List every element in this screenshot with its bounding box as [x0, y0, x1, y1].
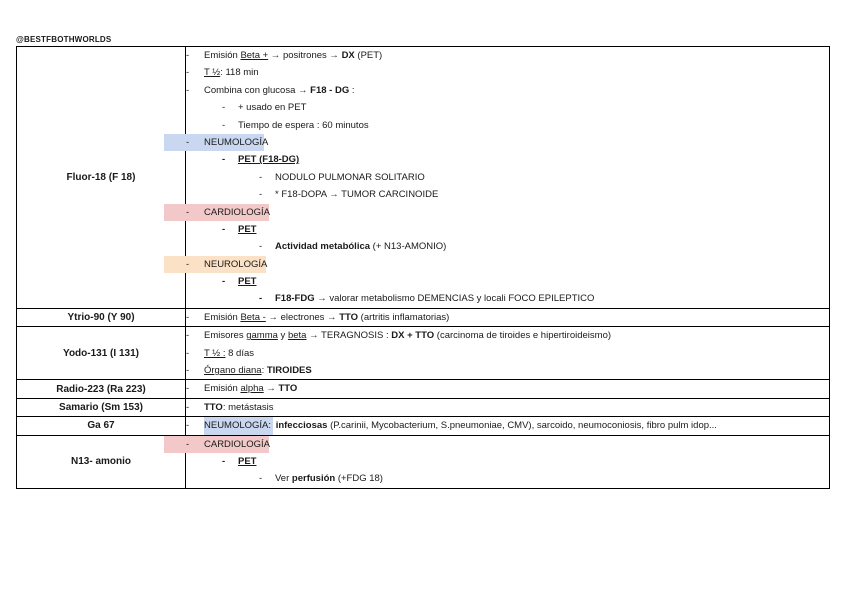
isotope-name: N13- amonio: [17, 435, 186, 488]
list-item: - Órgano diana: TIROIDES: [186, 365, 312, 377]
list-item: - Emisión alpha → TTO: [186, 383, 298, 395]
isotope-name: Radio-223 (Ra 223): [17, 380, 186, 398]
list-item: - NODULO PULMONAR SOLITARIO: [259, 171, 425, 183]
table-row: [17, 327, 830, 380]
list-item: - T ½ : 8 días: [186, 347, 255, 359]
list-item: - TTO: metástasis: [186, 401, 274, 413]
isotope-details: [186, 327, 830, 380]
isotope-details: [186, 435, 830, 488]
isotope-details: [186, 398, 830, 416]
table-row: [17, 417, 830, 435]
list-item: - Ver perfusión (+FDG 18): [259, 473, 383, 485]
isotope-name: Samario (Sm 153): [17, 398, 186, 416]
table-row: [17, 380, 830, 398]
section-cardiologia: - CARDIOLOGÍA: [164, 204, 269, 221]
list-item: - PET: [222, 455, 257, 467]
isotope-details: [186, 308, 830, 326]
radioisotope-table: [16, 46, 830, 489]
isotope-details: [186, 417, 830, 435]
list-item: - Emisión Beta - → electrones → TTO (artritis inflamatorias): [186, 311, 450, 323]
table-row: [17, 47, 830, 309]
isotope-details: [186, 47, 830, 309]
section-cardiologia: - CARDIOLOGÍA: [164, 436, 269, 453]
section-neumologia: - NEUMOLOGÍA: [164, 134, 264, 151]
list-item: - PET: [222, 223, 257, 235]
isotope-name: Yodo-131 (I 131): [17, 327, 186, 380]
table-row: [17, 435, 830, 488]
table-row: [17, 308, 830, 326]
list-item: - PET: [222, 276, 257, 288]
list-item: - NEUMOLOGÍA: infecciosas (P.carinii, Mycobacterium, S.pneumoniae, CMV), sarcoido, neumoconiosis, fibro pulm idop...: [186, 417, 829, 434]
list-item: - T ½: 118 min: [186, 67, 259, 79]
watermark: @BESTFBOTHWORLDS: [16, 35, 112, 44]
list-item: - F18-FDG → valorar metabolismo DEMENCIAS y locali FOCO EPILEPTICO: [259, 293, 595, 305]
list-item: - PET (F18-DG): [222, 154, 300, 166]
list-item: - Combina con glucosa → F18 - DG :: [186, 84, 355, 96]
section-neurologia: - NEUROLOGÍA: [164, 256, 266, 273]
isotope-name: Ytrio-90 (Y 90): [17, 308, 186, 326]
list-item: - Actividad metabólica (+ N13-AMONIO): [259, 241, 447, 253]
list-item: - + usado en PET: [222, 102, 307, 114]
isotope-name: Ga 67: [17, 417, 186, 435]
list-item: - Emisores gamma y beta → TERAGNOSIS : DX + TTO (carcinoma de tiroides e hipertiroideismo): [186, 330, 612, 342]
isotope-name: Fluor-18 (F 18): [17, 47, 186, 309]
table-row: [17, 398, 830, 416]
list-item: - Tiempo de espera : 60 minutos: [222, 119, 369, 131]
section-neumologia: NEUMOLOGÍA:: [204, 417, 273, 434]
list-item: - * F18-DOPA → TUMOR CARCINOIDE: [259, 189, 439, 201]
isotope-details: [186, 380, 830, 398]
list-item: - Emisión Beta + → positrones → DX (PET): [186, 50, 383, 61]
